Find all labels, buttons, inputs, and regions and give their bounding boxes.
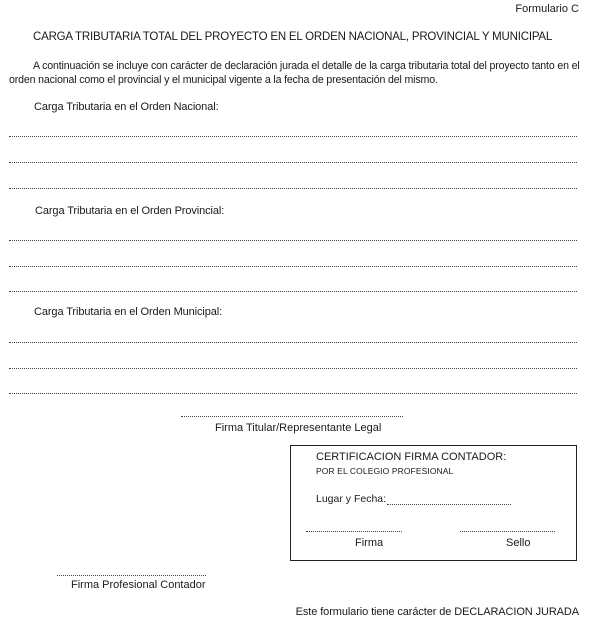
certificacion-sello-label: Sello — [506, 537, 531, 549]
fill-line-provincial-3[interactable] — [9, 291, 577, 292]
certificacion-title: CERTIFICACION FIRMA CONTADOR: — [316, 451, 507, 463]
lugar-fecha-label: Lugar y Fecha: — [316, 493, 387, 505]
footer-note: Este formulario tiene carácter de DECLARACION JURADA — [295, 606, 579, 618]
firma-titular-signature-line[interactable] — [181, 416, 403, 417]
fill-line-nacional-1[interactable] — [9, 136, 577, 137]
certificacion-firma-label: Firma — [355, 537, 384, 549]
section-label-nacional: Carga Tributaria en el Orden Nacional: — [34, 101, 219, 113]
form-label: Formulario C — [515, 3, 579, 15]
certificacion-box — [290, 445, 577, 561]
certificacion-firma-line[interactable] — [306, 531, 402, 532]
fill-line-nacional-2[interactable] — [9, 162, 577, 163]
lugar-fecha-field[interactable] — [387, 504, 511, 505]
section-label-provincial: Carga Tributaria en el Orden Provincial: — [35, 205, 225, 217]
firma-titular-label: Firma Titular/Representante Legal — [215, 422, 382, 434]
fill-line-municipal-1[interactable] — [9, 342, 577, 343]
intro-paragraph: A continuación se incluye con carácter de declaración jurada el detalle de la carga tributaria total del proyecto tanto en el orden nacional como el provincial y el municipal vigente a la fecha de presentación del mismo. — [9, 60, 580, 86]
certificacion-subtitle: POR EL COLEGIO PROFESIONAL — [316, 466, 454, 476]
fill-line-municipal-3[interactable] — [9, 393, 577, 394]
fill-line-provincial-1[interactable] — [9, 240, 577, 241]
firma-contador-label: Firma Profesional Contador — [71, 579, 206, 591]
fill-line-municipal-2[interactable] — [9, 368, 577, 369]
certificacion-sello-line[interactable] — [460, 531, 555, 532]
section-label-municipal: Carga Tributaria en el Orden Municipal: — [34, 306, 223, 318]
fill-line-nacional-3[interactable] — [9, 188, 577, 189]
firma-contador-signature-line[interactable] — [57, 575, 206, 576]
document-title: CARGA TRIBUTARIA TOTAL DEL PROYECTO EN EL ORDEN NACIONAL, PROVINCIAL Y MUNICIPAL — [33, 31, 553, 43]
fill-line-provincial-2[interactable] — [9, 266, 577, 267]
